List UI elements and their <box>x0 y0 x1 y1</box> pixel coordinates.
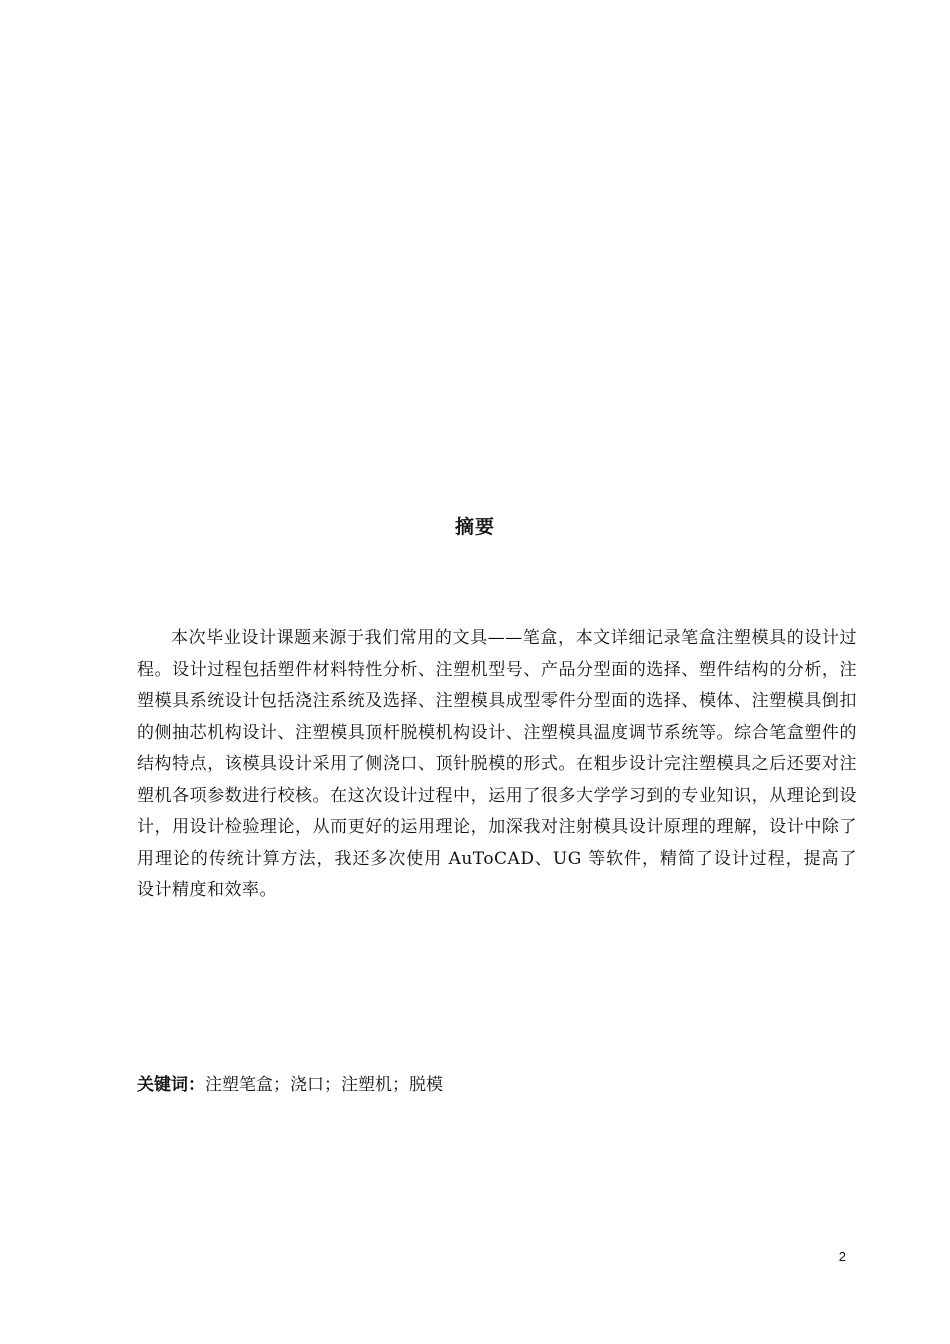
keywords-value: 注塑笔盒；浇口；注塑机；脱模 <box>205 1075 443 1095</box>
page-title: 摘要 <box>454 516 495 538</box>
abstract-paragraph: 本次毕业设计课题来源于我们常用的文具——笔盒，本文详细记录笔盒注塑模具的设计过程。设计过程包括塑件材料特性分析、注塑机型号、产品分型面的选择、塑件结构的分析，注塑模具系统设计包括浇注系统及选择、注塑模具成型零件分型面的选择、模体、注塑模具倒扣的侧抽芯机构设计、注塑模具顶杆脱模机构设计、注塑模具温度调节系统等。综合笔盒塑件的结构特点，该模具设计采用了侧浇口、顶针脱模的形式。在粗步设计完注塑模具之后还要对注塑机各项参数进行校核。在这次设计过程中，运用了很多大学学习到的专业知识，从理论到设计，用设计检验理论，从而更好的运用理论，加深我对注射模具设计原理的理解，设计中除了用理论的传统计算方法，我还多次使用 AuToCAD、UG 等软件，精简了设计过程，提高了设计精度和效率。 <box>137 628 857 900</box>
page-number: 2 <box>838 1249 846 1264</box>
keywords-label: 关键词： <box>137 1075 205 1095</box>
keywords-line <box>137 1070 443 1095</box>
